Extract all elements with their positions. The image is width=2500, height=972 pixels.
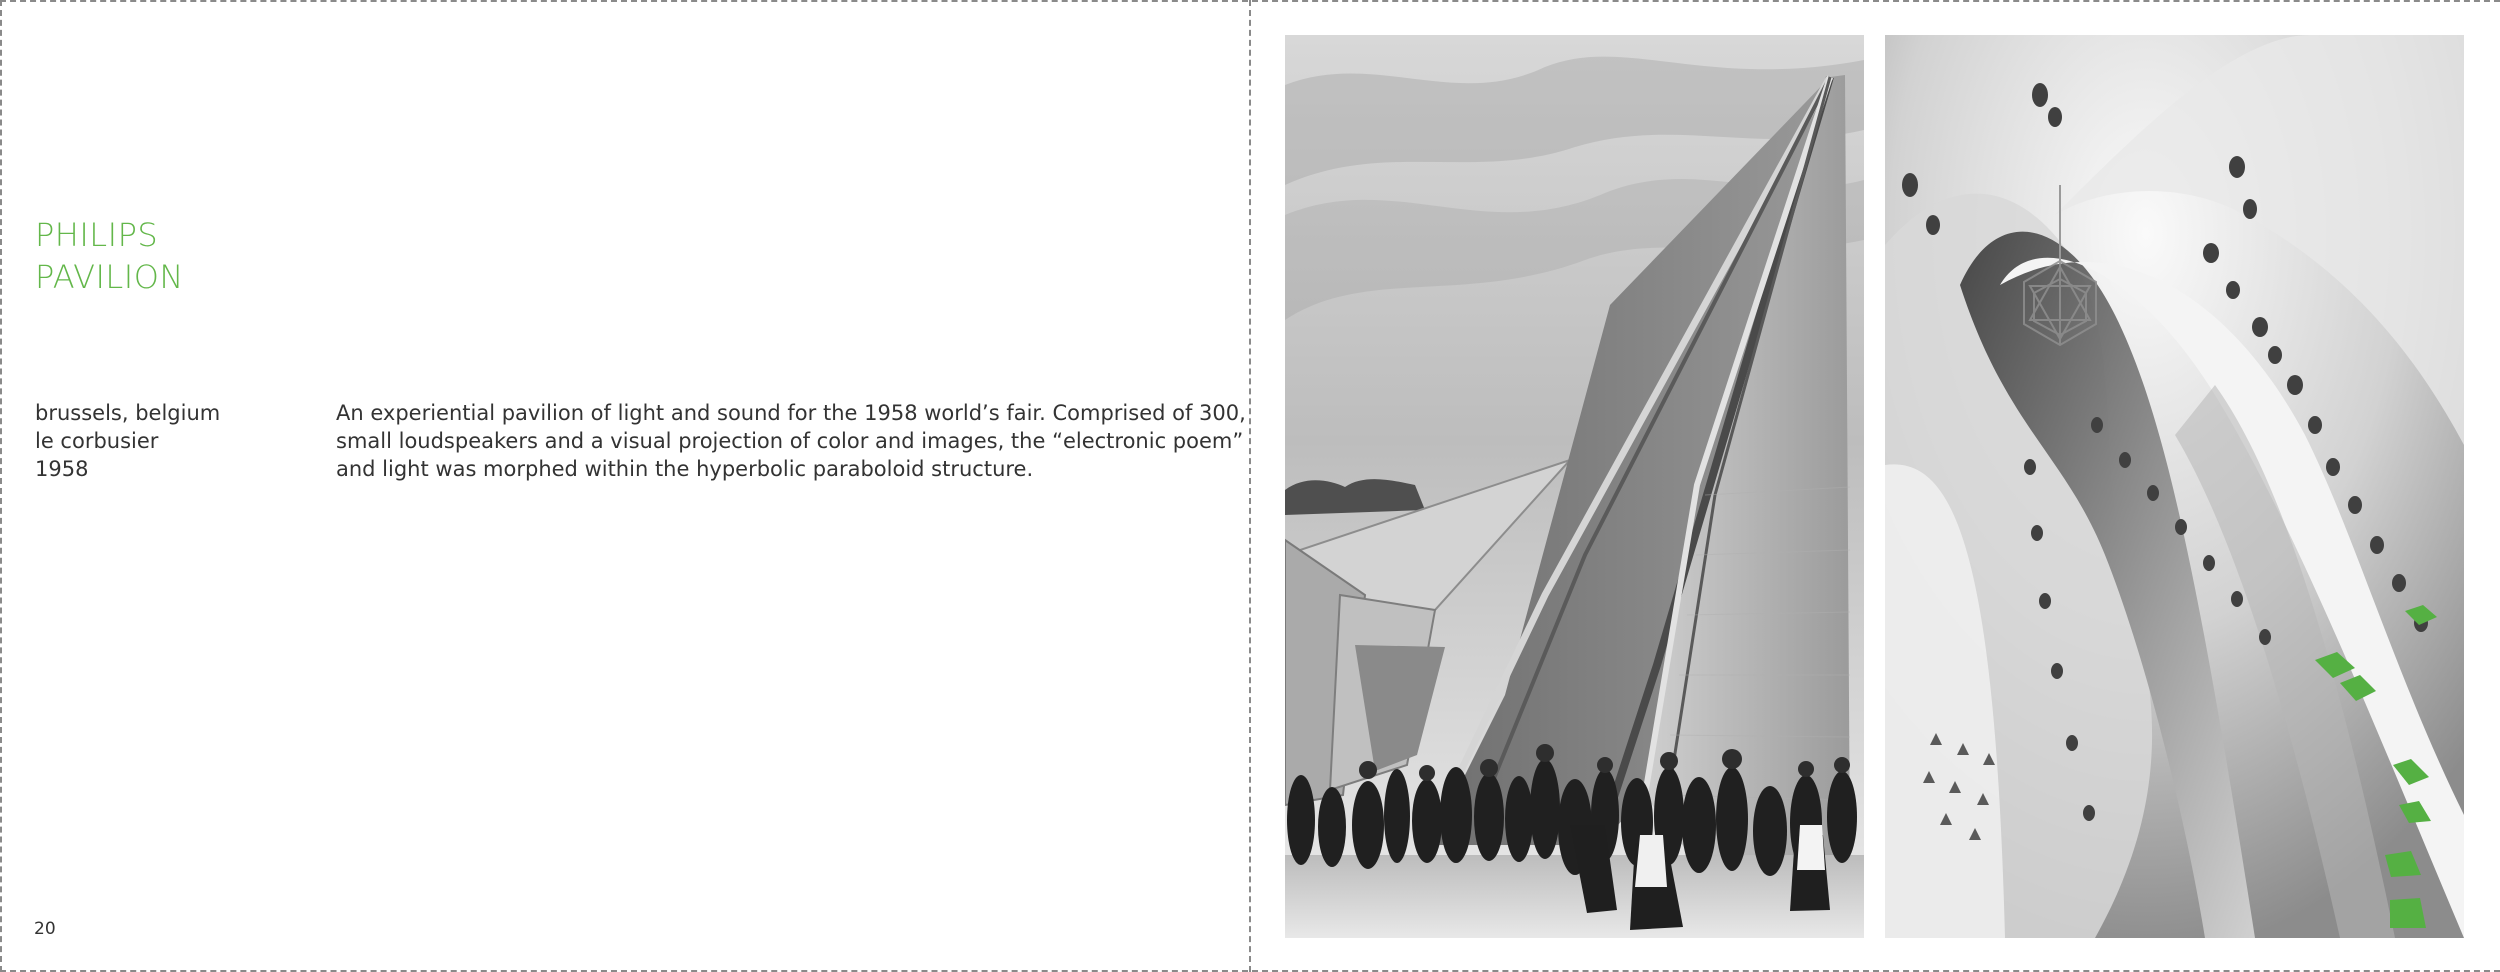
- project-location: brussels, belgium: [35, 401, 221, 425]
- project-metadata: [35, 399, 220, 483]
- project-description: [336, 399, 1246, 483]
- description-line: An experiential pavilion of light and sound for the 1958 world’s fair. Comprised of 300,: [336, 401, 1246, 425]
- project-year: 1958: [35, 457, 89, 481]
- description-line: and light was morphed within the hyperbolic paraboloid structure.: [336, 457, 1034, 481]
- title-line: PHILIPS: [35, 216, 159, 254]
- title-line: PAVILION: [35, 258, 184, 296]
- pavilion-exterior-photo: [1285, 35, 1864, 938]
- left-dashed-border: [0, 0, 2, 972]
- page-number: 20: [34, 919, 56, 939]
- page-title: [35, 214, 184, 298]
- description-line: small loudspeakers and a visual projection of color and images, the “electronic poem”: [336, 429, 1244, 453]
- project-architect: le corbusier: [35, 429, 159, 453]
- pavilion-interior-photo: [1885, 35, 2464, 938]
- gutter-dashed-border: [1249, 0, 1251, 972]
